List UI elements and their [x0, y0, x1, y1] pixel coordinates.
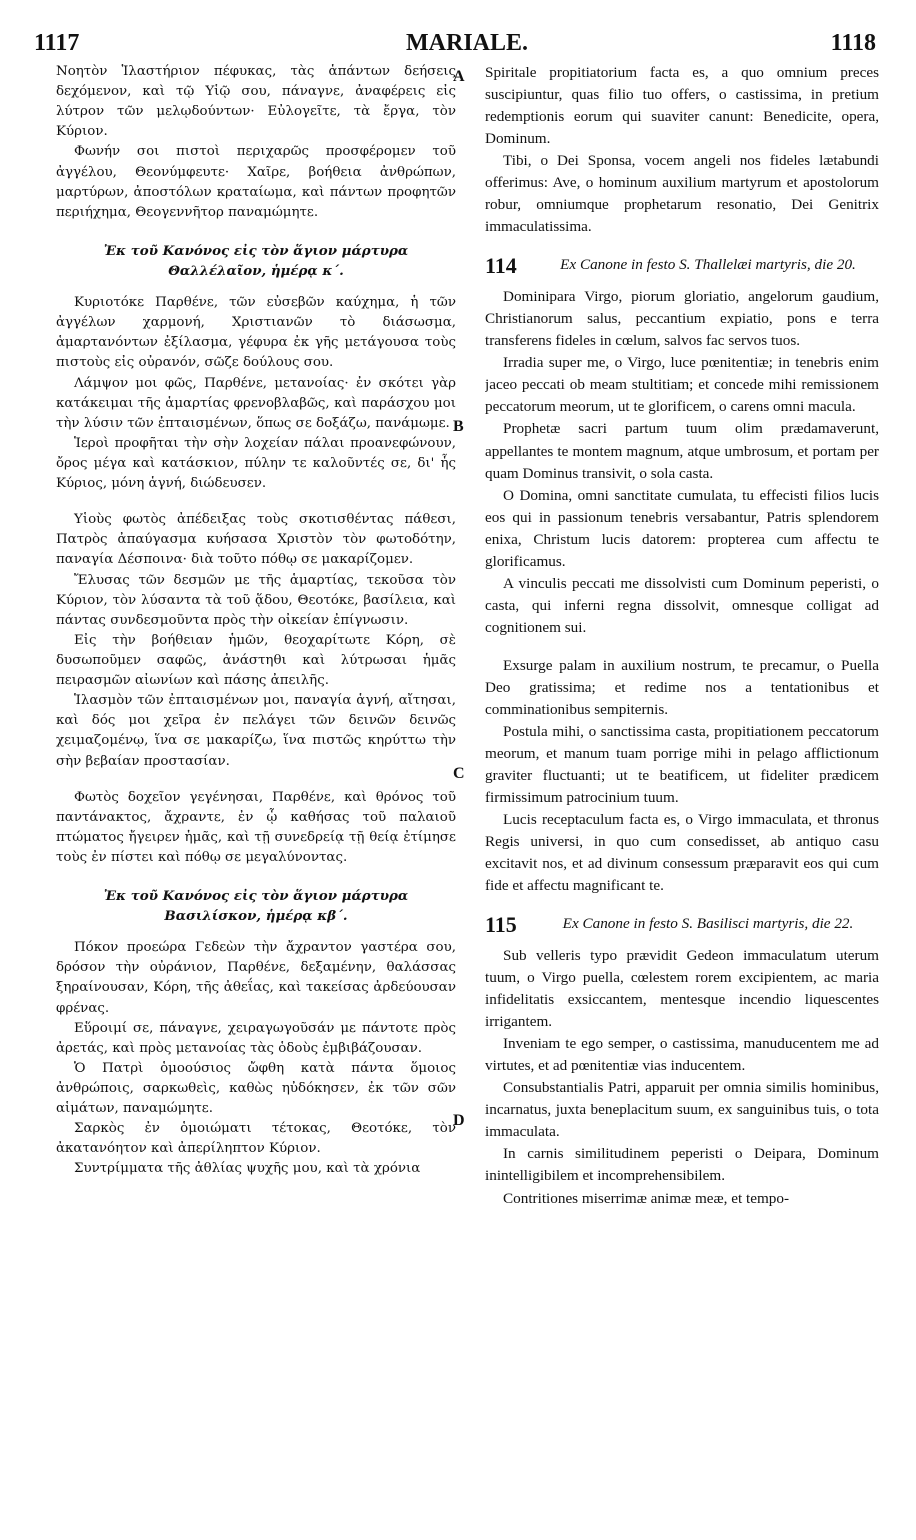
latin-section-heading: [485, 253, 879, 279]
greek-paragraph: Ἔλυσας τῶν δεσμῶν με τῆς ἁμαρτίας, τεκοῦσα τὸν Κύριον, τὸν λύσαντα τὰ τοῦ ᾅδου, Θεοτόκε, βασίλεια, καὶ πάντας συνδεσμοῦντα πρὸς τὴν οἰκείαν ἐπίγνωσιν.: [56, 572, 456, 628]
latin-paragraph: Prophetæ sacri partum tuum olim prædamaverunt, appellantes te montem magnum, atque umbrosum, et portam per quam Dominus transivit, o sola casta.: [485, 420, 879, 482]
running-title: MARIALE.: [406, 30, 529, 56]
latin-paragraph: Inveniam te ego semper, o castissima, manuducentem me ad virtutes, et ad pœnitentiæ vias inducentem.: [485, 1035, 879, 1075]
latin-paragraph: Tibi, o Dei Sponsa, vocem angeli nos fideles lætabundi offerimus: Ave, o hominum auxilium martyrum et apostolorum robur, omniumque prophetarum resonatio, Dei Genitrix immaculatissima.: [485, 152, 879, 236]
greek-column: [56, 62, 456, 1537]
greek-paragraph: Σαρκὸς ἐν ὁμοιώματι τέτοκας, Θεοτόκε, τὸν ἀκατανόητον καὶ ἀπερίληπτον Κύριον.: [56, 1121, 456, 1157]
section-number: 114: [485, 253, 517, 279]
greek-paragraph: Νοητὸν Ἱλαστήριον πέφυκας, τὰς ἁπάντων δεήσεις δεχόμενον, καὶ τῷ Υἱῷ σου, πάναγνε, ἀναφέρεις εἰς λύτρον τῶν μελῳδούντων· Εὐλογεῖτε, τὰ ἔργα, τὸν Κύριον.: [56, 64, 456, 140]
latin-paragraph: A vinculis peccati me dissolvisti cum Dominum peperisti, o casta, qui inferni regna dissolvit, omnesque colligat ad cognitionem sui.: [485, 574, 879, 636]
greek-paragraph: Ἱεροὶ προφῆται τὴν σὴν λοχείαν πάλαι προανεφώνουν, ὄρος μέγα καὶ κατάσκιον, πύλην τε καλοῦντές σε, δι' ἧς Κύριος, μόνη ἁγνή, διώδευσεν.: [56, 435, 456, 492]
margin-letter-b: B: [453, 418, 464, 435]
greek-paragraph: Λάμψον μοι φῶς, Παρθένε, μετανοίας· ἐν σκότει γὰρ κατάκειμαι τῆς ἁμαρτίας φρενοβλαβῶς, καὶ παράσχου μοι τὴν λύσιν τῶν ἐπταισμένων, ὅπως σε δοξάζω, πανάμωμε.: [56, 375, 456, 431]
greek-paragraph: Υἱοὺς φωτὸς ἀπέδειξας τοὺς σκοτισθέντας πάθεσι, Πατρὸς ἀπαύγασμα κυήσασα Χριστὸν τὸν φωτοδότην, παναγία Δέσποινα· διὰ τοῦτο πόθῳ σε μακαρίζομεν.: [56, 512, 456, 568]
page-number-right: 1118: [830, 30, 876, 56]
latin-paragraph: Exsurge palam in auxilium nostrum, te precamur, o Puella Deo gratissima; et redime nos a tentationibus et comminationibus sempiternis.: [485, 656, 879, 718]
latin-section-heading: [485, 912, 879, 938]
latin-paragraph: In carnis similitudinem peperisti o Deipara, Dominum inintelligibilem et incomprehensibilem.: [485, 1145, 879, 1185]
latin-paragraph: Contritiones miserrimæ animæ meæ, et tempo-: [503, 1189, 789, 1207]
latin-paragraph: Sub velleris typo prævidit Gedeon immaculatum uterum tuum, o Virgo puella, cœlestem rorem excipientem, ac maria infidelitatis exsiccantem, mentesque incendio liquescentes irrigantem.: [485, 947, 879, 1031]
margin-letter-d: D: [453, 1112, 465, 1129]
greek-paragraph: Πόκον προεώρα Γεδεὼν τὴν ἄχραντον γαστέρα σου, δρόσον τὴν οὐράνιον, Παρθένε, δεξαμένην, θαλάσσας ξηραίνουσαν, Κόρη, τῆς ἀθεΐας, καὶ τακείσας ἀρδεύουσαν φρένας.: [56, 940, 456, 1016]
latin-paragraph: Irradia super me, o Virgo, luce pœnitentiæ; in tenebris enim jaceo peccati ob meam stultitiam; et concede mihi remissionem peccatorum meorum, ut te glorificem, o carens omni macula.: [485, 354, 879, 416]
latin-paragraph: O Domina, omni sanctitate cumulata, tu effecisti filios lucis eos qui in passionum tenebris versabantur, Patris splendorem enixa, Christum lucis datorem: propterea cum affectu te glorificamus.: [485, 486, 879, 570]
margin-letter-c: C: [453, 765, 465, 782]
latin-paragraph: Dominipara Virgo, piorum gloriatio, angelorum gaudium, Christianorum salus, peccantium expiatio, pons e terra transferens fideles in cœlum, salvos fac servos tuos.: [485, 288, 879, 350]
page-header: [34, 30, 876, 62]
page-number-left: 1117: [34, 30, 80, 56]
latin-paragraph: Postula mihi, o sanctissima casta, propitiationem peccatorum meorum, et manum tuam porrige mihi in pelago afflictionum graviter fluctuanti; ut te beatificem, ut fideliter prædicem firmissimum patrocinium tuum.: [485, 722, 879, 806]
section-heading-text: Ex Canone in festo S. Thallelæi martyris, die 20.: [560, 256, 856, 274]
greek-section-heading: Ἐκ τοῦ Κανόνος εἰς τὸν ἅγιον μάρτυρα Θαλλέλαῖον, ἡμέρᾳ κ΄.: [103, 242, 409, 279]
greek-paragraph: Συντρίμματα τῆς ἀθλίας ψυχῆς μου, καὶ τὰ χρόνια: [74, 1161, 421, 1177]
greek-paragraph: Εἰς τὴν βοήθειαν ἡμῶν, θεοχαρίτωτε Κόρη, σὲ δυσωποῦμεν σαφῶς, ἀνάστηθι καὶ λύτρωσαι ἡμᾶς πειρασμῶν αἰωνίων καὶ πάσης ἀπειλῆς.: [56, 632, 456, 689]
greek-paragraph: Κυριοτόκε Παρθένε, τῶν εὐσεβῶν καύχημα, ἡ τῶν ἀγγέλων χαρμονή, Χριστιανῶν τὸ διάσωσμα, ἁμαρτανόντων ἐξίλασμα, γέφυρα ἐκ γῆς μετάγουσα τοὺς πιστοὺς εἰς οὐρανόν, σῶζε δούλους σου.: [56, 295, 456, 371]
greek-paragraph: Ὁ Πατρὶ ὁμοούσιος ὤφθη κατὰ πάντα ὅμοιος ἀνθρώποις, σαρκωθεὶς, καθὼς ηὐδόκησεν, ἐκ τῶν σῶν αἱμάτων, παναμώμητε.: [56, 1060, 456, 1117]
greek-paragraph: Φωτὸς δοχεῖον γεγένησαι, Παρθένε, καὶ θρόνος τοῦ παντάνακτος, ἄχραντε, ἐν ᾧ καθήσας τοῦ παλαιοῦ πτώματος ἤγειρεν ἡμᾶς, καὶ τῇ συνεδρείᾳ τῇ θείᾳ ἐτίμησε τοὺς ἐν πίστει καὶ πόθῳ σε μεγαλύνοντας.: [56, 789, 456, 865]
latin-paragraph: Spiritale propitiatorium facta es, a quo omnium preces suscipiuntur, quas filio tuo offers, o castissima, in pretium redemptionis eorum qui suaviter canunt: Benedicite, opera, Dominum.: [485, 64, 879, 148]
latin-paragraph: Lucis receptaculum facta es, o Virgo immaculata, et thronus Regis universi, in quo cum consedisset, ab antiquo casu excitavit nos, et ad divinum consessum præparavit eos qui cum fide et affectu magnificant te.: [485, 811, 879, 895]
greek-paragraph: Ἱλασμὸν τῶν ἐπταισμένων μοι, παναγία ἁγνή, αἴτησαι, καὶ δός μοι χεῖρα ἐν πελάγει τῶν δεινῶν δεινῶς χειμαζομένῳ, ἵνα σε μακαρίζω, ἵνα πιστῶς κηρύττω τὴν σὴν βεβαίαν προστασίαν.: [56, 693, 456, 769]
section-heading-text: Ex Canone in festo S. Basilisci martyris, die 22.: [562, 915, 854, 933]
latin-paragraph: Consubstantialis Patri, apparuit per omnia similis hominibus, incarnatus, juxta beneplacitum suum, ex sanguinibus tuis, o tota immaculata.: [485, 1079, 879, 1141]
greek-paragraph: Φωνήν σοι πιστοὶ περιχαρῶς προσφέρομεν τοῦ ἀγγέλου, Θεονύμφευτε· Χαῖρε, βοήθεια ἀνθρώπων, μαρτύρων, ἀποστόλων κραταίωμα, καὶ πάντων προφητῶν περιήχημα, Θεογεννῆτορ παναμώμητε.: [56, 144, 456, 220]
section-number: 115: [485, 912, 517, 938]
latin-column: [485, 62, 879, 1537]
greek-paragraph: Εὕροιμί σε, πάναγνε, χειραγωγοῦσάν με πάντοτε πρὸς ἀρετάς, καὶ πρὸς μετανοίας τὰς ὁδοὺς ἐμβιβάζουσαν.: [56, 1020, 456, 1056]
margin-letter-a: A: [453, 68, 465, 85]
greek-section-heading: Ἐκ τοῦ Κανόνος εἰς τὸν ἅγιον μάρτυρα Βασιλίσκον, ἡμέρᾳ κβ΄.: [103, 888, 409, 925]
